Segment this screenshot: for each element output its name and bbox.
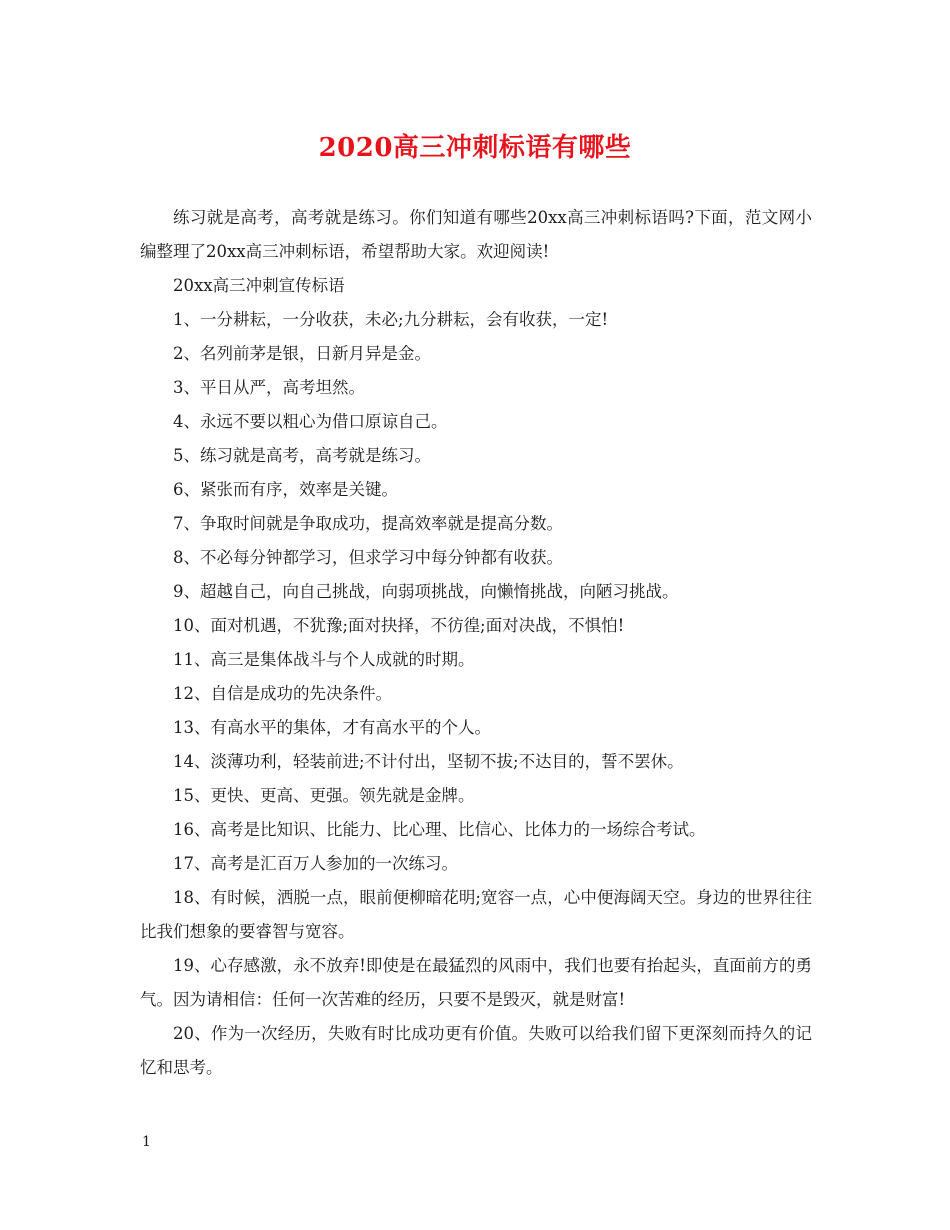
list-item: 2、名列前茅是银，日新月异是金。 [173,344,431,363]
list-item: 19、心存感激，永不放弃!即使是在最猛烈的风雨中，我们也要有抬起头，直面前方的勇气。因为请相信：任何一次苦难的经历，只要不是毁灭，就是财富! [140,956,812,1009]
list-item: 4、永远不要以粗心为借口原谅自己。 [173,412,448,431]
document-body [140,201,812,1085]
list-item: 3、平日从严，高考坦然。 [173,378,365,397]
list-item: 9、超越自己，向自己挑战，向弱项挑战，向懒惰挑战，向陋习挑战。 [173,582,679,601]
list-item: 11、高三是集体战斗与个人成就的时期。 [173,650,475,669]
list-item: 13、有高水平的集体，才有高水平的个人。 [173,718,491,737]
list-item: 18、有时候，洒脱一点，眼前便柳暗花明;宽容一点，心中便海阔天空。身边的世界往往比我们想象的要睿智与宽容。 [140,888,812,941]
list-item: 12、自信是成功的先决条件。 [173,684,392,703]
page-number: 1 [142,1134,151,1150]
list-item: 16、高考是比知识、比能力、比心理、比信心、比体力的一场综合考试。 [173,820,706,839]
list-item: 6、紧张而有序，效率是关键。 [173,480,398,499]
list-item: 20、作为一次经历，失败有时比成功更有价值。失败可以给我们留下更深刻而持久的记忆和思考。 [140,1024,812,1077]
page-title: 2020高三冲刺标语有哪些 [318,133,632,163]
list-item: 10、面对机遇，不犹豫;面对抉择，不彷徨;面对决战，不惧怕! [173,616,625,635]
list-item: 7、争取时间就是争取成功，提高效率就是提高分数。 [173,514,563,533]
list-item: 5、练习就是高考，高考就是练习。 [173,446,431,465]
paragraph-intro: 练习就是高考，高考就是练习。你们知道有哪些20xx高三冲刺标语吗?下面，范文网小编整理了20xx高三冲刺标语，希望帮助大家。欢迎阅读! [140,208,812,261]
list-item: 14、淡薄功利，轻装前进;不计付出，坚韧不拔;不达目的，誓不罢休。 [173,752,684,771]
list-item: 15、更快、更高、更强。领先就是金牌。 [173,786,475,805]
list-item: 1、一分耕耘，一分收获，未必;九分耕耘，会有收获，一定! [173,310,609,329]
section-heading: 20xx高三冲刺宣传标语 [173,276,345,295]
list-item: 8、不必每分钟都学习，但求学习中每分钟都有收获。 [173,548,563,567]
list-item: 17、高考是汇百万人参加的一次练习。 [173,854,458,873]
